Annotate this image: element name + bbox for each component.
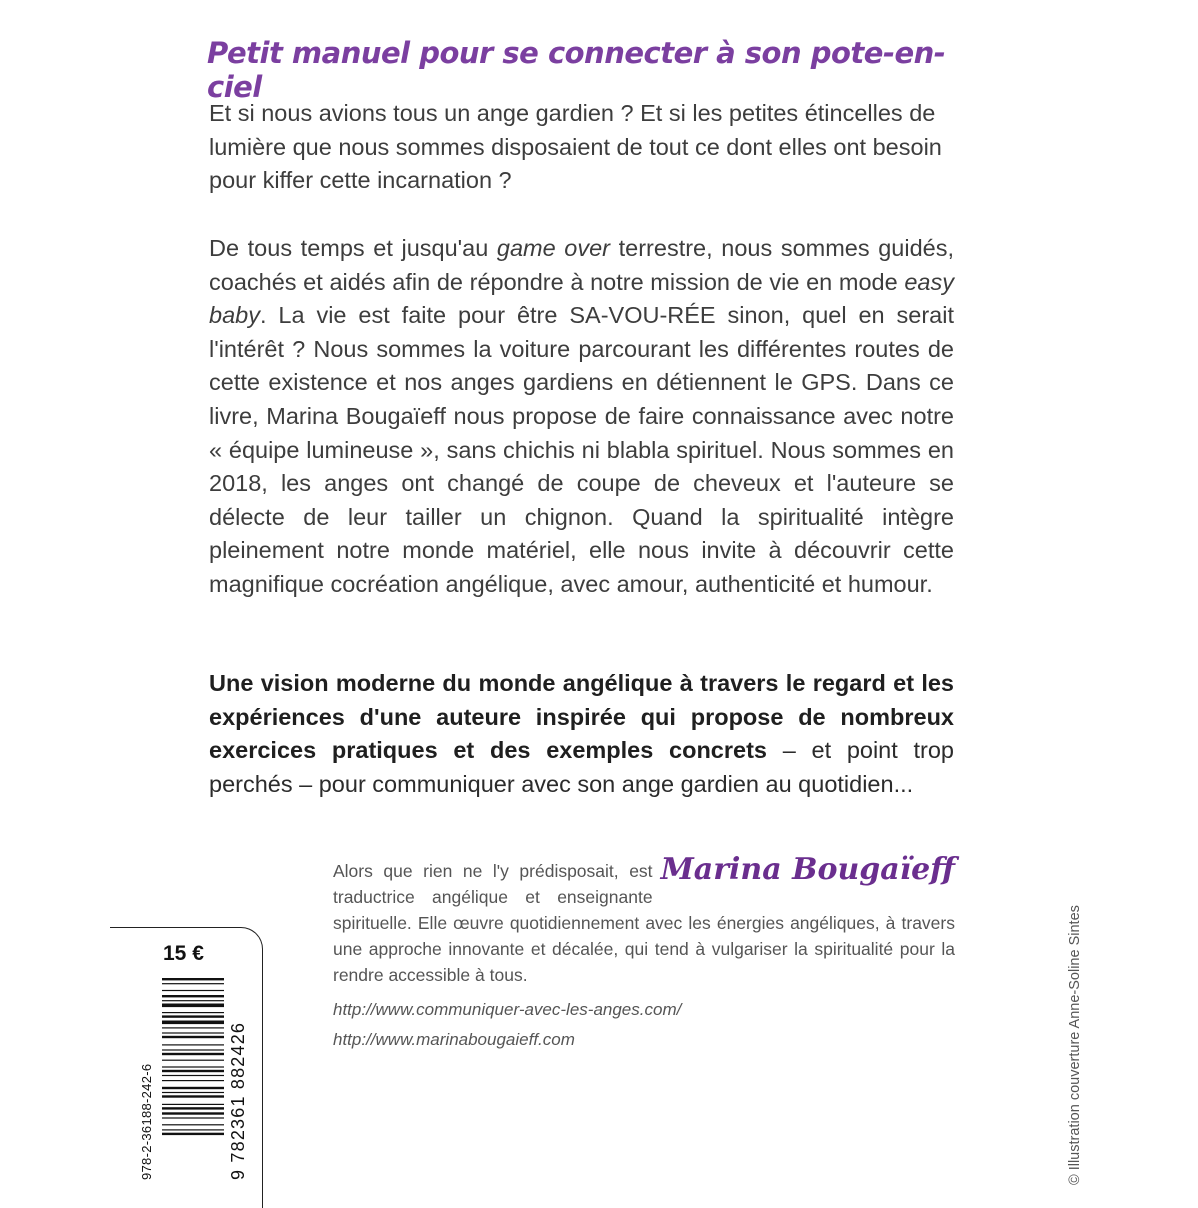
summary-paragraph xyxy=(209,667,954,801)
price-label: 15 € xyxy=(163,942,204,965)
body-paragraph xyxy=(209,232,954,602)
book-headline: Petit manuel pour se connecter à son pote-en-ciel xyxy=(207,36,946,104)
body-italic-easy-baby: easy baby xyxy=(209,268,954,329)
summary-rest: – et point trop perchés – pour communiquer avec son ange gardien au quotidien... xyxy=(209,737,954,797)
summary-bold: Une vision moderne du monde angélique à travers le regard et les expériences d'une auteure inspirée qui propose de nombreux exercices pratiques et des exemples concrets xyxy=(209,670,954,764)
author-second-website-link[interactable]: http://www.marinabougaieff.com xyxy=(333,1030,575,1049)
bio-intro: Alors que rien ne l'y prédisposait, xyxy=(333,861,619,881)
author-name: Marina Bougaïeff xyxy=(660,852,955,887)
isbn-number: 978-2-36188-242-6 xyxy=(139,1063,154,1180)
body-italic-game-over: game over xyxy=(496,235,611,261)
intro-paragraph: Et si nous avions tous un ange gardien ? Et si les petites étincelles de lumière que nous sommes disposaient de tout ce dont elles ont besoin pour kiffer cette incarnation ? xyxy=(209,100,942,194)
illustration-credit: © Illustration couverture Anne-Soline Sintes xyxy=(1067,905,1083,1185)
bio-text: est traductrice angélique et enseignante spirituelle. Elle œuvre quotidiennement avec les énergies angéliques, à travers une approche innovante et décalée, qui tend à vulgariser la spiritualité pour la rendre accessible à tous. xyxy=(333,861,955,985)
body-text: terrestre, nous sommes guidés, coachés et aidés afin de répondre à notre mission de vie en mode xyxy=(209,235,954,295)
author-bio xyxy=(333,852,955,988)
ean-number: 9 782361 882426 xyxy=(228,1021,248,1180)
body-text: . La vie est faite pour être SA-VOU-RÉE sinon, quel en serait l'intérêt ? Nous sommes la voiture parcourant les différentes routes de cette existence et nos anges gardiens en détiennent le GPS. Dans ce livre, Marina Bougaïeff nous propose de faire connaissance avec notre « équipe lumineuse », sans chichis ni blabla spirituel. Nous sommes en 2018, les anges ont changé de coupe de cheveux et l'auteure se délecte de leur tailler un chignon. Quand la spiritualité intègre pleinement notre monde matériel, elle nous invite à découvrir cette magnifique cocréation angélique, avec amour, authenticité et humour. xyxy=(209,302,954,597)
author-website-link[interactable]: http://www.communiquer-avec-les-anges.com/ xyxy=(333,1000,682,1019)
body-text: De tous temps et jusqu'au xyxy=(209,235,497,261)
barcode-icon xyxy=(162,978,224,1178)
